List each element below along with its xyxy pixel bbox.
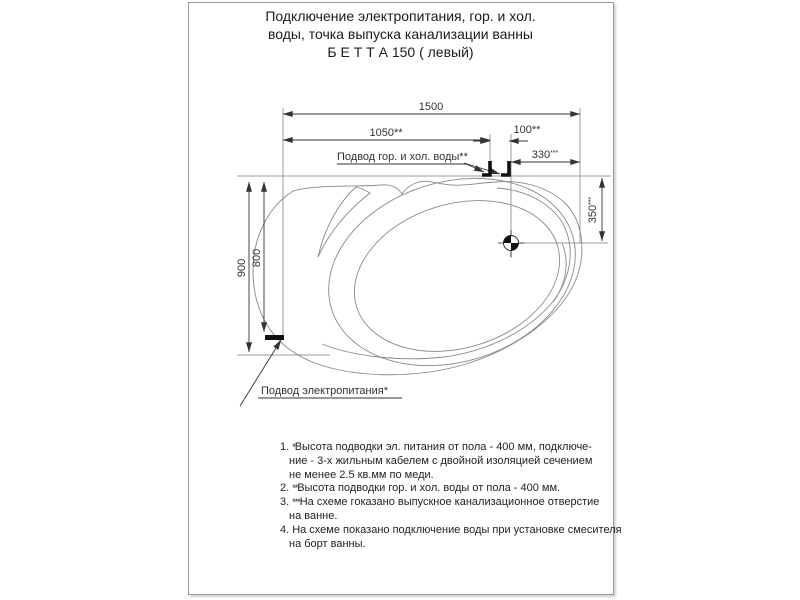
note-4-number: 4.	[280, 523, 290, 536]
dim-100: 100**	[513, 124, 541, 136]
note-3-number: 3.	[280, 496, 290, 509]
tub-rim-edge	[322, 188, 570, 359]
bowl-inner	[336, 176, 579, 375]
dim-330-sup: ***	[550, 150, 559, 157]
power-supply-label: Подвод электропитания*	[261, 385, 388, 397]
extension-lines	[283, 108, 608, 338]
connection-marks	[265, 161, 509, 340]
water-point-1	[482, 161, 490, 175]
dim-1050: 1050**	[369, 127, 403, 139]
dim-800: 800	[251, 248, 263, 268]
dim-1500: 1500	[418, 101, 444, 113]
note-2-text: Высота подводки гор. и хол. воды от пола - 400 мм.	[297, 482, 561, 495]
note-3-text: На схеме гоказано выпускное канализационное отверстие	[299, 496, 600, 509]
note-4-line-2: на борт ванны.	[289, 537, 366, 550]
note-1-line-2: ние - 3-х жильным кабелем с двойной изоляцией сечением	[289, 454, 593, 467]
note-2-line-1	[280, 482, 610, 496]
note-1-number: 1.	[280, 441, 290, 453]
bathtub-outline	[253, 149, 599, 395]
power-point	[265, 335, 284, 340]
note-4-text: На схеме показано подключение воды при установке смесителя	[292, 523, 622, 536]
title-line-3: Б Е Т Т А 150 ( левый)	[327, 44, 474, 60]
dim-330-value: 330	[531, 149, 551, 161]
note-1-line-1	[280, 441, 610, 455]
dim-330	[532, 149, 559, 161]
note-2-marker: **	[292, 483, 298, 494]
water-leader-2	[464, 163, 500, 174]
note-1-marker: *	[292, 442, 295, 452]
tub-outer-shell	[253, 181, 582, 374]
note-3-marker: ***	[292, 497, 300, 508]
title-line-1: Подключение электропитания, гор. и хол.	[265, 8, 536, 24]
title-line-2: воды, точка выпуска канализации ванны	[267, 26, 533, 42]
note-1-text: Высота подводки эл. питания от пола - 400 мм, подключе-	[294, 441, 592, 453]
dimension-texts	[236, 101, 599, 397]
overflow-curve	[553, 243, 566, 302]
note-2-number: 2.	[280, 482, 290, 495]
note-4-line-1	[280, 523, 622, 538]
note-1-line-3: не менее 2.5 кв.мм по меди.	[289, 468, 434, 481]
reference-lines	[237, 176, 611, 355]
water-point-2	[501, 161, 509, 175]
dim-350-value: 350	[587, 204, 599, 224]
drain-outlet-icon	[498, 230, 524, 257]
notes-list	[280, 441, 622, 551]
dim-900: 900	[236, 258, 248, 278]
dim-350-sup: ***	[588, 196, 595, 205]
dim-350	[587, 196, 599, 223]
leader-lines	[240, 163, 500, 406]
water-supply-label: Подвод гор. и хол. воды**	[337, 151, 468, 163]
note-3-line-2: на ванне.	[289, 509, 338, 522]
note-3-line-1	[280, 496, 610, 510]
